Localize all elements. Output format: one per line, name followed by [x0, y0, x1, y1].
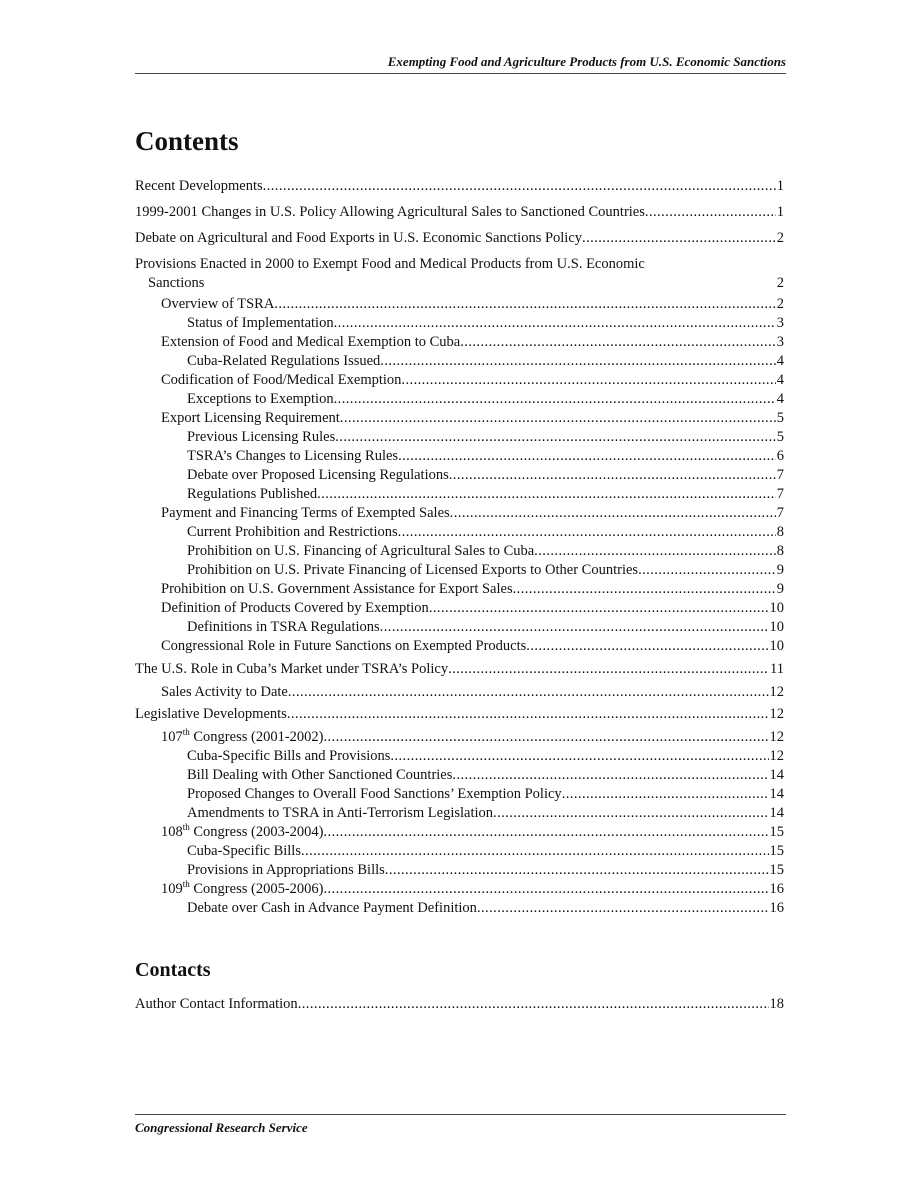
toc-entry-page: 11	[770, 661, 784, 677]
toc-entry-page: 12	[769, 729, 784, 745]
toc-entry-page: 4	[776, 391, 784, 407]
toc-entry-page: 5	[776, 429, 784, 445]
footer-divider	[135, 1114, 786, 1115]
toc-entry-cuba-specific-bills[interactable]	[187, 842, 784, 861]
toc-entry-page: 2	[776, 296, 784, 312]
toc-entry-previous-licensing[interactable]	[187, 428, 784, 447]
toc-entry-title: Debate over Proposed Licensing Regulations	[187, 467, 449, 483]
toc-entry-definitions-tsra[interactable]	[187, 618, 784, 637]
toc-entry-title: Export Licensing Requirement	[161, 410, 340, 426]
toc-entry-payment-financing[interactable]	[161, 504, 784, 523]
footer-text: Congressional Research Service	[135, 1120, 308, 1135]
toc-entry-title: 108th Congress (2003-2004)	[161, 822, 324, 840]
toc-entry-title: Prohibition on U.S. Private Financing of Licensed Exports to Other Countries	[187, 562, 639, 578]
toc-entry-title: Definitions in TSRA Regulations	[187, 619, 380, 635]
toc-entry-title: Overview of TSRA	[161, 296, 275, 312]
toc-entry-title: Cuba-Specific Bills	[187, 843, 301, 859]
toc-entry-page: 6	[776, 448, 784, 464]
toc-entry-author-contact[interactable]	[135, 995, 784, 1014]
toc-entry-107th-congress[interactable]	[161, 728, 784, 747]
toc-entry-title: Payment and Financing Terms of Exempted Sales	[161, 505, 450, 521]
toc-entry-page: 1	[776, 204, 784, 220]
toc-entry-page: 7	[776, 467, 784, 483]
toc-entry-appropriations-bills[interactable]	[187, 861, 784, 880]
toc-entry-page: 14	[769, 786, 784, 802]
toc-entry-proposed-changes[interactable]	[187, 785, 784, 804]
toc-entry-title: 109th Congress (2005-2006)	[161, 879, 324, 897]
toc-entry-page: 10	[769, 619, 784, 635]
toc-entry-regulations-published[interactable]	[187, 485, 784, 504]
toc-entry-page: 16	[769, 881, 784, 897]
toc-entry-page: 9	[776, 581, 784, 597]
toc-entry-extension-cuba[interactable]	[161, 333, 784, 352]
toc-entry-exceptions[interactable]	[187, 390, 784, 409]
toc-entry-overview-tsra[interactable]	[161, 295, 784, 314]
toc-entry-title: The U.S. Role in Cuba’s Market under TSRA’s Policy	[135, 661, 449, 677]
toc-entry-title: Status of Implementation	[187, 315, 334, 331]
toc-entry-title: Prohibition on U.S. Financing of Agricultural Sales to Cuba	[187, 543, 535, 559]
toc-entry-page: 7	[776, 505, 784, 521]
toc-entry-congressional-role[interactable]	[161, 637, 784, 656]
contents-heading: Contents	[135, 126, 239, 156]
toc-entry-title: Legislative Developments	[135, 706, 287, 722]
toc-entry-page: 12	[769, 706, 784, 722]
toc-entry-page: 4	[776, 372, 784, 388]
toc-entry-title: Extension of Food and Medical Exemption to Cuba	[161, 334, 461, 350]
toc-entry-recent-developments[interactable]	[135, 177, 784, 196]
toc-entry-title: Sales Activity to Date	[161, 684, 288, 700]
toc-entry-title: Bill Dealing with Other Sanctioned Countries	[187, 767, 453, 783]
toc-entry-title: 107th Congress (2001-2002)	[161, 727, 324, 745]
toc-entry-us-role-cuba[interactable]	[135, 660, 784, 679]
contacts-heading: Contacts	[135, 959, 211, 981]
toc-entry-page: 5	[776, 410, 784, 426]
toc-entry-page: 15	[769, 843, 784, 859]
toc-entry-definition-products[interactable]	[161, 599, 784, 618]
toc-entry-title: Debate on Agricultural and Food Exports in U.S. Economic Sanctions Policy	[135, 230, 583, 246]
toc-entry-page: 1	[776, 178, 784, 194]
toc-entry-title: Cuba-Specific Bills and Provisions	[187, 748, 391, 764]
toc-entry-page: 9	[776, 562, 784, 578]
toc-entry-current-prohibition[interactable]	[187, 523, 784, 542]
toc-entry-title: Regulations Published	[187, 486, 318, 502]
toc-entry-title: Exceptions to Exemption	[187, 391, 334, 407]
toc-entry-codification[interactable]	[161, 371, 784, 390]
toc-entry-page: 3	[776, 334, 784, 350]
toc-entry-page: 15	[769, 862, 784, 878]
toc-entry-page: 4	[776, 353, 784, 369]
toc-entry-page: 8	[776, 543, 784, 559]
toc-entry-status-implementation[interactable]	[187, 314, 784, 333]
toc-entry-page: 8	[776, 524, 784, 540]
toc-entry-cuba-bills-provisions[interactable]	[187, 747, 784, 766]
toc-entry-title: Provisions in Appropriations Bills	[187, 862, 385, 878]
toc-entry-debate-licensing[interactable]	[187, 466, 784, 485]
toc-entry-title: Amendments to TSRA in Anti-Terrorism Legislation	[187, 805, 494, 821]
toc-entry-cash-in-advance[interactable]	[187, 899, 784, 918]
toc-entry-page: 18	[769, 996, 784, 1012]
toc-entry-title: Debate over Cash in Advance Payment Definition	[187, 900, 477, 916]
toc-entry-tsra-licensing-changes[interactable]	[187, 447, 784, 466]
toc-entry-title: Cuba-Related Regulations Issued	[187, 353, 381, 369]
toc-entry-prohibition-financing-cuba[interactable]	[187, 542, 784, 561]
toc-entry-page: 10	[769, 638, 784, 654]
toc-entry-title-continued: Sanctions	[148, 275, 205, 291]
toc-entry-policy-changes[interactable]	[135, 203, 784, 222]
toc-entry-prohibition-private-financing[interactable]	[187, 561, 784, 580]
toc-entry-title: Definition of Products Covered by Exemption	[161, 600, 429, 616]
toc-entry-title: Prohibition on U.S. Government Assistance for Export Sales	[161, 581, 513, 597]
toc-entry-109th-congress[interactable]	[161, 880, 784, 899]
toc-entry-title: Codification of Food/Medical Exemption	[161, 372, 402, 388]
toc-entry-page: 12	[769, 748, 784, 764]
toc-entry-page: 12	[769, 684, 784, 700]
toc-entry-legislative-developments[interactable]	[135, 705, 784, 724]
toc-entry-page: 14	[769, 767, 784, 783]
toc-entry-title: Recent Developments	[135, 178, 263, 194]
toc-entry-debate-exports[interactable]	[135, 229, 784, 248]
toc-entry-page: 7	[776, 486, 784, 502]
toc-entry-108th-congress[interactable]	[161, 823, 784, 842]
toc-entry-title: Author Contact Information	[135, 996, 298, 1012]
toc-entry-amendments-tsra[interactable]	[187, 804, 784, 823]
toc-entry-title: Proposed Changes to Overall Food Sanctions’ Exemption Policy	[187, 786, 562, 802]
toc-entry-title: Current Prohibition and Restrictions	[187, 524, 398, 540]
toc-entry-prohibition-government-assistance[interactable]	[161, 580, 784, 599]
toc-entry-title: TSRA’s Changes to Licensing Rules	[187, 448, 399, 464]
toc-entry-provisions-enacted[interactable]	[135, 255, 784, 293]
toc-entry-page: 15	[769, 824, 784, 840]
toc-entry-sales-activity[interactable]	[161, 683, 784, 702]
running-header: Exempting Food and Agriculture Products from U.S. Economic Sanctions	[387, 54, 786, 69]
toc-entry-other-sanctioned-countries[interactable]	[187, 766, 784, 785]
toc-entry-export-licensing[interactable]	[161, 409, 784, 428]
toc-entry-page: 2	[776, 230, 784, 246]
header-divider	[135, 73, 786, 74]
toc-entry-cuba-regulations[interactable]	[187, 352, 784, 371]
toc-entry-page: 16	[769, 900, 784, 916]
toc-entry-title: Previous Licensing Rules	[187, 429, 336, 445]
toc-entry-title: Congressional Role in Future Sanctions on Exempted Products	[161, 638, 527, 654]
toc-entry-page: 2	[776, 275, 784, 291]
toc-entry-title: 1999-2001 Changes in U.S. Policy Allowing Agricultural Sales to Sanctioned Countries	[135, 204, 645, 220]
toc-entry-page: 14	[769, 805, 784, 821]
toc-entry-title: Provisions Enacted in 2000 to Exempt Food and Medical Products from U.S. Economic	[135, 256, 645, 272]
toc-entry-page: 3	[776, 315, 784, 331]
toc-entry-page: 10	[769, 600, 784, 616]
